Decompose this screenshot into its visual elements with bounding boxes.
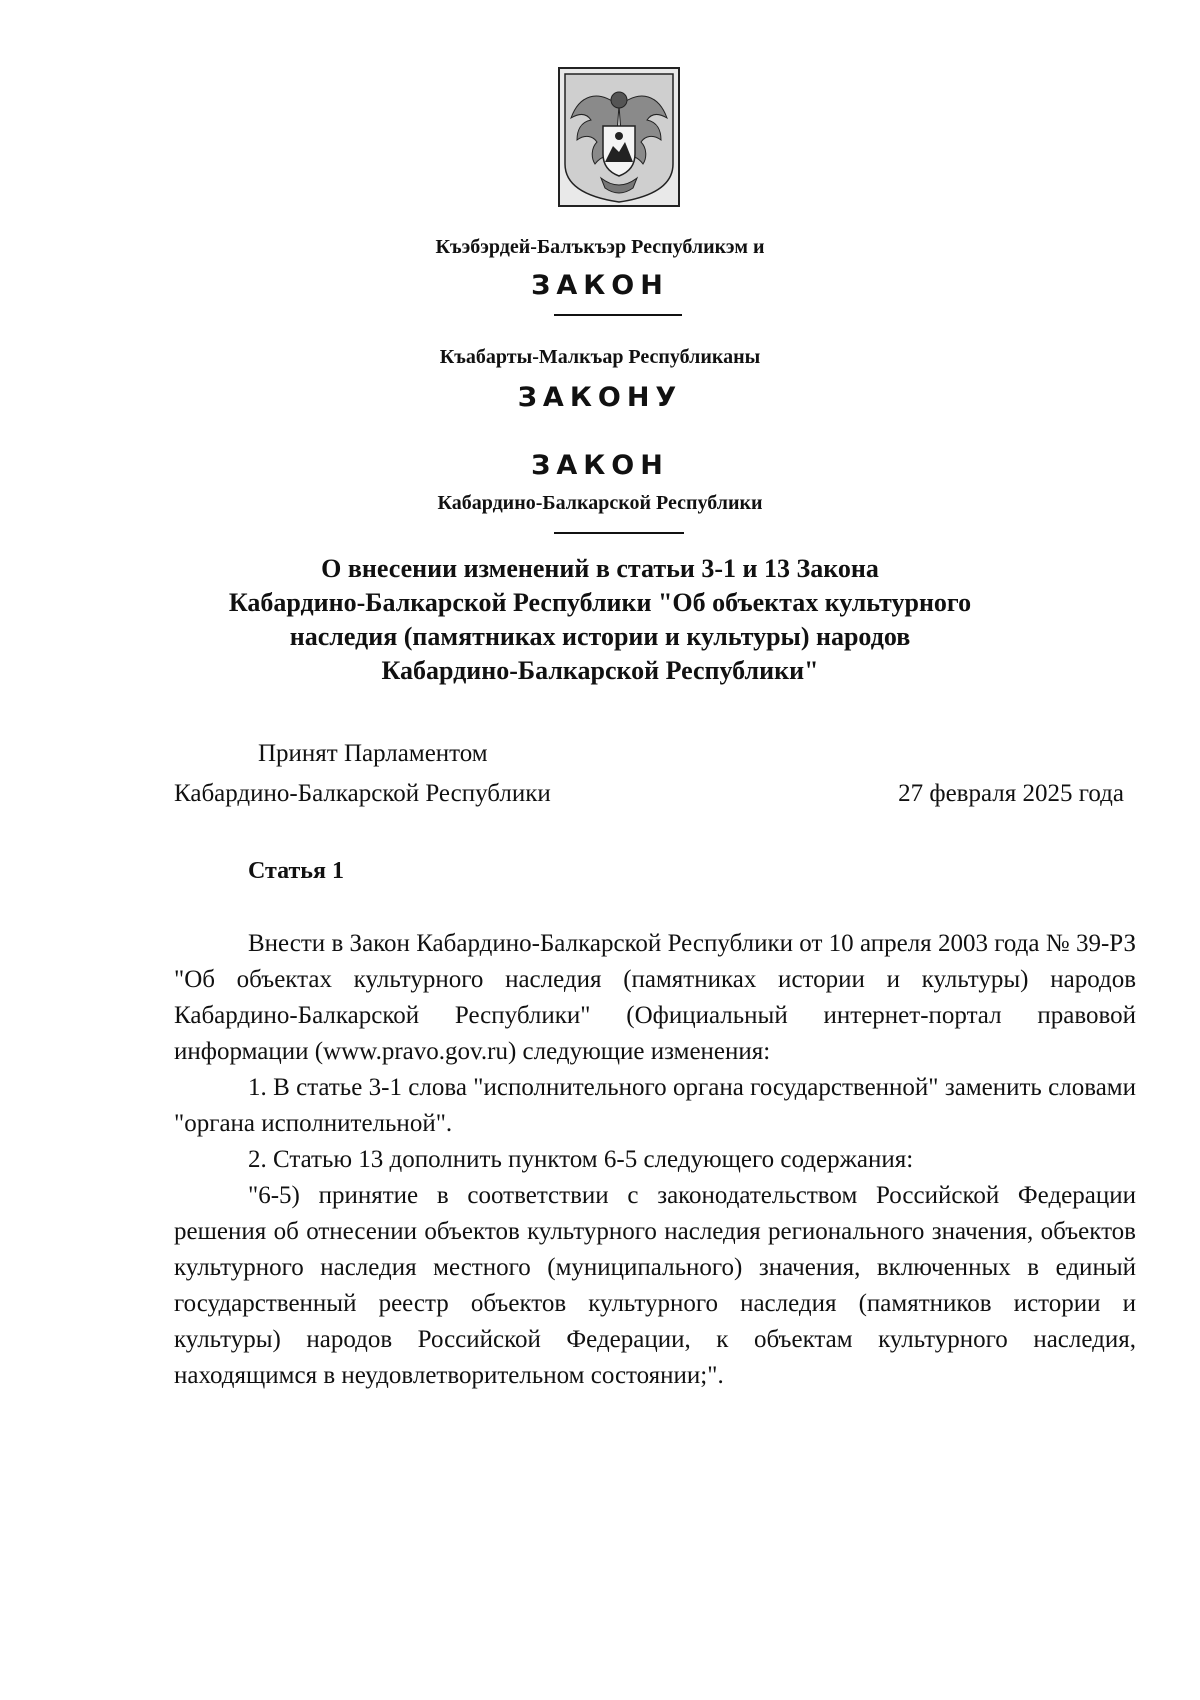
divider	[554, 314, 682, 316]
adopted-by-line: Принят Парламентом	[258, 740, 488, 767]
law-title-line: О внесении изменений в статьи 3-1 и 13 Закона	[321, 554, 879, 583]
kabardian-law-heading: ЗАКОН	[531, 270, 669, 301]
law-title-line: Кабардино-Балкарской Республики "Об объектах культурного	[228, 588, 972, 617]
article-paragraph: 1. В статье 3-1 слова "исполнительного органа государственной" заменить словами "органа исполнительной".	[174, 1074, 1136, 1137]
coat-of-arms-icon	[557, 66, 681, 208]
law-title-line: наследия (памятниках истории и культуры) народов	[289, 622, 911, 651]
article-heading: Статья 1	[248, 858, 344, 884]
balkar-republic-title: Къабарты-Малкъар Республиканы	[439, 346, 761, 368]
article-paragraph: 2. Статью 13 дополнить пунктом 6-5 следующего содержания:	[248, 1146, 914, 1173]
article-paragraph: Внести в Закон Кабардино-Балкарской Республики от 10 апреля 2003 года № 39-РЗ "Об объектах культурного наследия (памятниках истории и культуры) народов Кабардино-Балкарской Республики" (Официальный интернет-портал правовой информации (www.pravo.gov.ru) следующие изменения:	[174, 930, 1136, 1065]
russian-republic-title: Кабардино-Балкарской Республики	[437, 492, 763, 514]
article-paragraph: "6-5) принятие в соответствии с законодательством Российской Федерации решения об отнесении объектов культурного наследия регионального значения, объектов культурного наследия местного (муниципального) значения, включенных в единый государственный реестр объектов культурного наследия (памятников истории и культуры) народов Российской Федерации, к объектам культурного наследия, находящимся в неудовлетворительном состоянии;".	[174, 1182, 1136, 1389]
adoption-date: 27 февраля 2025 года	[898, 780, 1124, 807]
law-title-line: Кабардино-Балкарской Республики"	[381, 656, 819, 685]
balkar-law-heading: ЗАКОНУ	[517, 382, 683, 413]
article-body	[174, 926, 1136, 1394]
russian-law-heading: ЗАКОН	[531, 450, 669, 481]
adopted-by-parliament: Кабардино-Балкарской Республики	[174, 780, 551, 807]
divider	[554, 532, 684, 534]
law-title	[150, 552, 1050, 688]
kabardian-republic-title: Къэбэрдей-Балъкъэр Республикэм и	[435, 236, 765, 258]
